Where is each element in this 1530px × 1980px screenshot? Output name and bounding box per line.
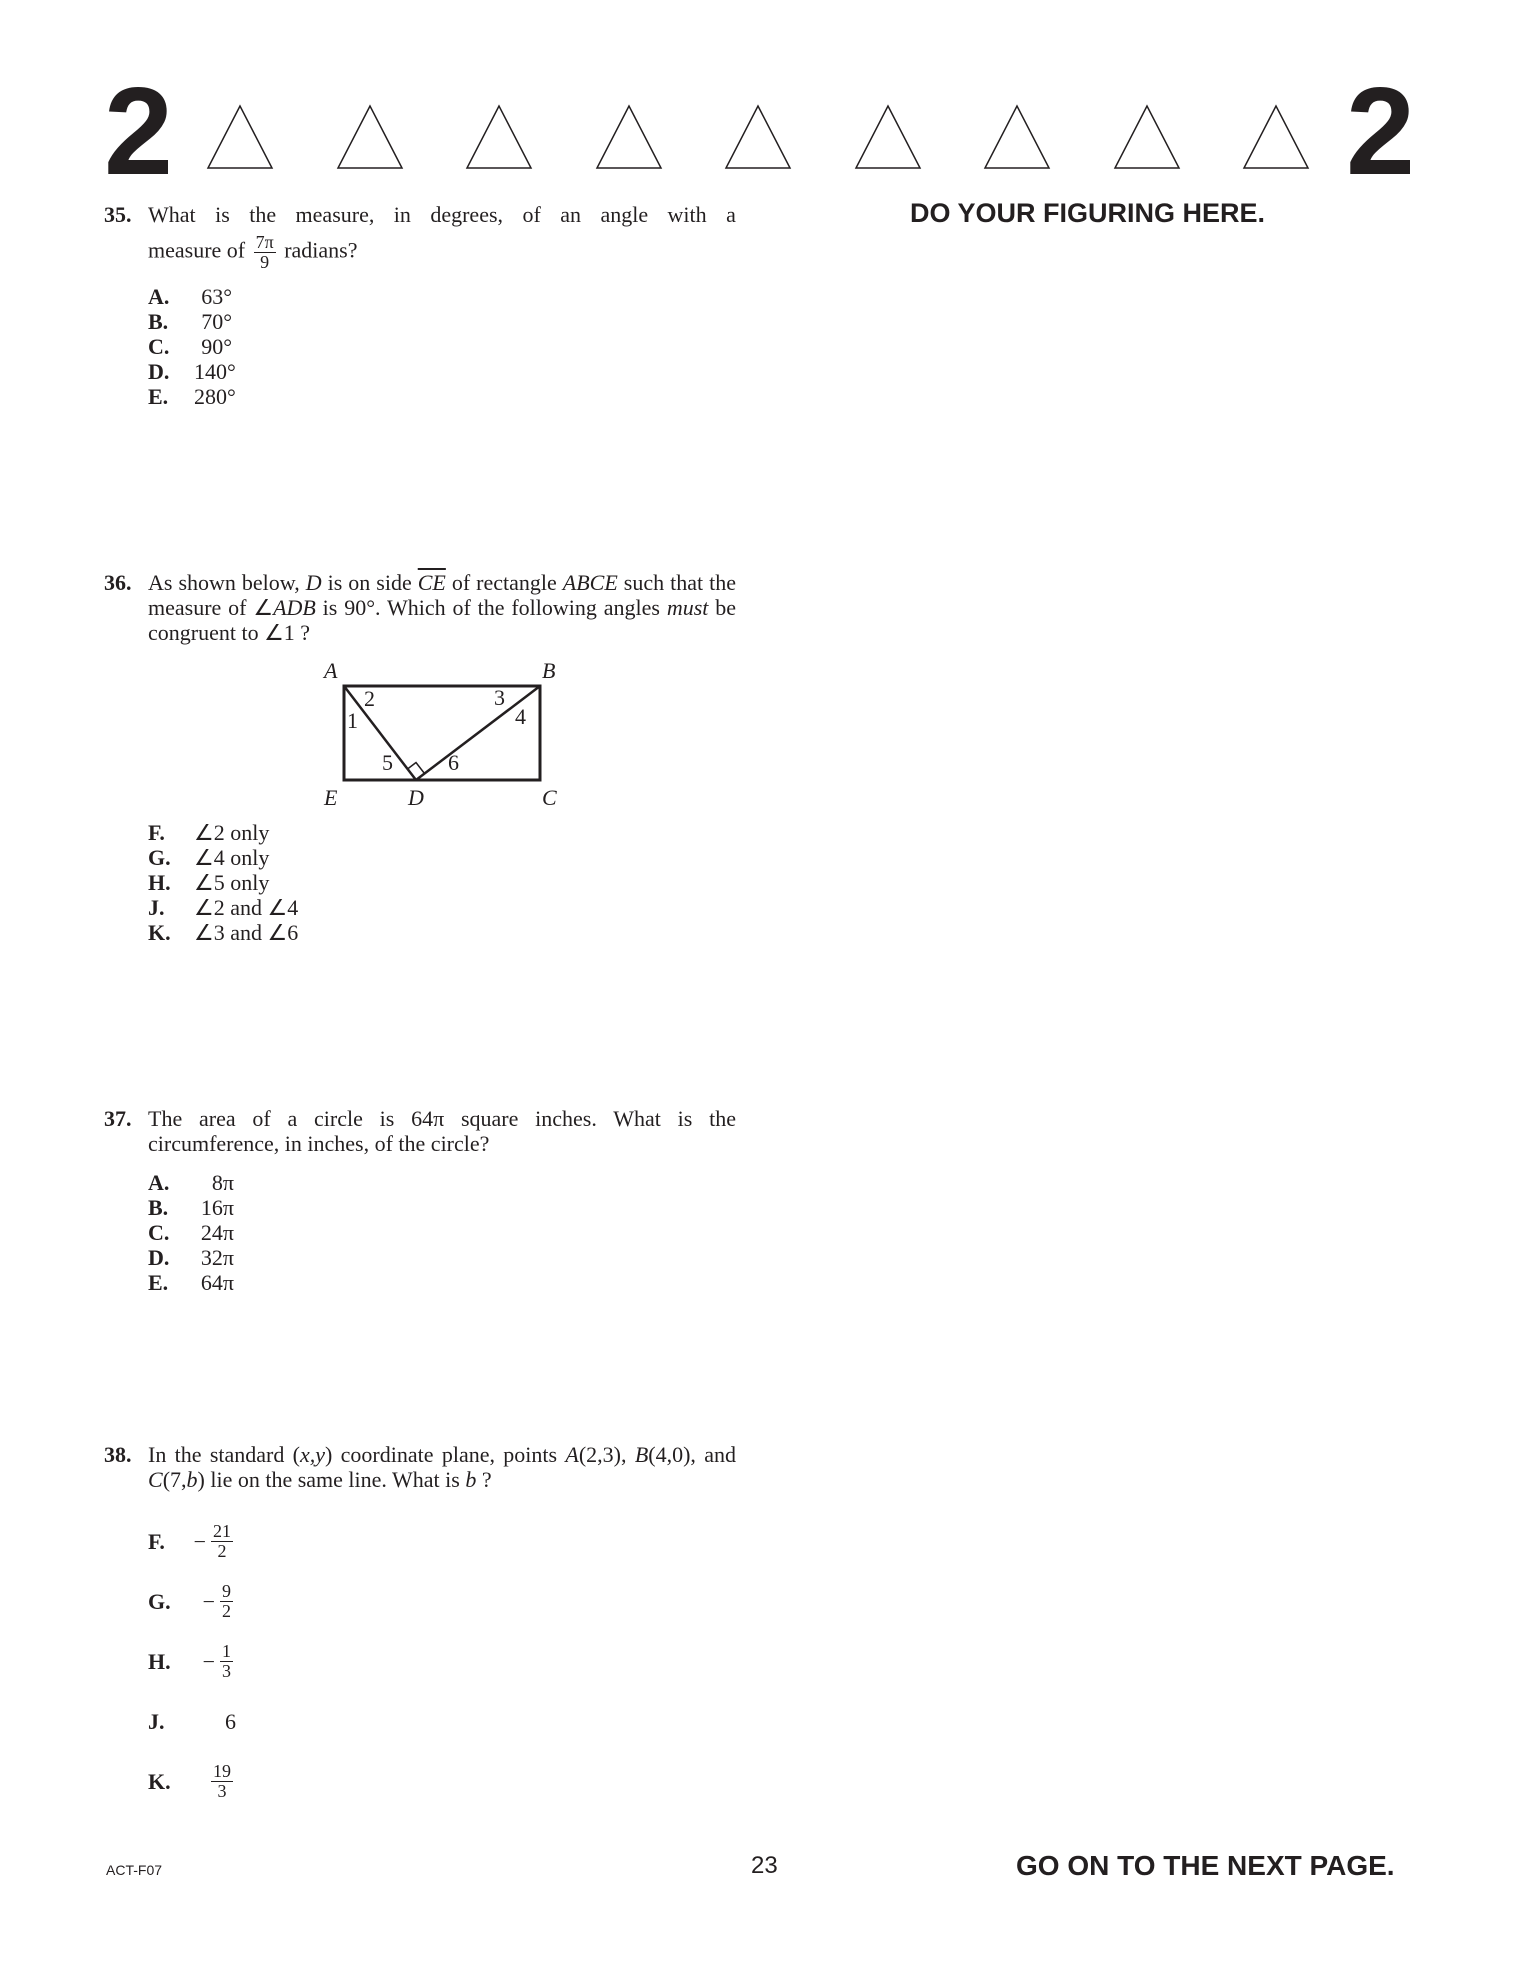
stem-word: is	[215, 202, 230, 227]
triangle-outline-icon	[1244, 106, 1308, 168]
fraction-denominator: 3	[217, 1780, 227, 1801]
answer-choice-b[interactable]	[148, 1195, 736, 1220]
vertex-label-d: D	[408, 785, 424, 810]
stem-text: ?	[476, 1467, 492, 1492]
stem-word: degrees,	[430, 202, 504, 227]
answer-choice-c[interactable]	[148, 1220, 736, 1245]
stem-word: of	[522, 202, 541, 227]
question-stem: The area of a circle is 64π square inches. What is the circumference, in inches, of the circle?	[148, 1106, 736, 1156]
choice-letter: D.	[148, 359, 170, 384]
stem-text: (2,3),	[578, 1442, 635, 1467]
fraction	[220, 1642, 233, 1681]
stem-text: (7,	[162, 1467, 187, 1492]
choice-letter: J.	[148, 1708, 165, 1734]
stem-word: a	[726, 202, 736, 227]
stem-text: measure of	[148, 237, 246, 263]
choice-value: ∠3 and ∠6	[194, 920, 299, 945]
answer-choices	[148, 820, 736, 945]
minus-sign: −	[193, 1528, 206, 1554]
stem-word: an	[560, 202, 581, 227]
choice-letter: A.	[148, 284, 170, 309]
triangle-row	[0, 104, 1530, 174]
fraction	[254, 233, 276, 272]
stem-text: ) lie on the same line. What is	[197, 1467, 466, 1492]
triangle-outline-icon	[726, 106, 790, 168]
answer-choice-d[interactable]	[148, 359, 736, 384]
choice-value: 70°	[201, 309, 232, 334]
stem-var: b	[186, 1467, 198, 1492]
stem-var: D	[305, 570, 322, 595]
choice-letter: B.	[148, 309, 169, 334]
triangle-outline-icon	[208, 106, 272, 168]
choice-value: 64π	[200, 1270, 234, 1295]
choice-letter: G.	[148, 1588, 171, 1614]
choice-value	[194, 1642, 236, 1681]
question-36-choices	[104, 820, 736, 945]
stem-text: In the standard (	[148, 1442, 300, 1467]
answer-choice-f[interactable]	[148, 820, 736, 845]
stem-emphasis: must	[666, 595, 709, 620]
angle-label-1: 1	[347, 708, 358, 733]
angle-label-4: 4	[515, 704, 526, 729]
stem-var: A	[565, 1442, 579, 1467]
choice-value: 32π	[200, 1245, 234, 1270]
stem-line-1	[148, 202, 736, 227]
choice-value: 63°	[201, 284, 232, 309]
minus-sign: −	[202, 1588, 215, 1614]
triangle-outline-icon	[1115, 106, 1179, 168]
answer-choice-f[interactable]	[148, 1516, 736, 1566]
choice-letter: E.	[148, 384, 169, 409]
question-stem	[148, 202, 736, 272]
choice-value: 16π	[200, 1195, 234, 1220]
stem-word: with	[667, 202, 707, 227]
stem-word: measure,	[295, 202, 375, 227]
choice-value: ∠4 only	[194, 845, 270, 870]
choice-value	[194, 1762, 236, 1801]
vertex-label-e: E	[324, 785, 338, 810]
triangle-outline-icon	[338, 106, 402, 168]
fraction-numerator: 1	[222, 1640, 231, 1661]
choice-value: 6	[225, 1708, 236, 1734]
segment-ce: $\overline{CE}$	[417, 570, 446, 595]
choice-value: 8π	[211, 1170, 234, 1195]
stem-var: C	[148, 1467, 163, 1492]
minus-sign: −	[202, 1648, 215, 1674]
answer-choice-a[interactable]	[148, 1170, 736, 1195]
page-number: 23	[751, 1852, 778, 1879]
stem-text: radians?	[284, 237, 358, 263]
choice-letter: F.	[148, 820, 165, 845]
fraction	[211, 1762, 233, 1801]
stem-line-2	[148, 233, 736, 272]
choice-value: 280°	[194, 384, 236, 409]
angle-label-5: 5	[382, 750, 393, 775]
answer-choice-b[interactable]	[148, 309, 736, 334]
choice-letter: G.	[148, 845, 171, 870]
next-page-label: GO ON TO THE NEXT PAGE.	[1016, 1850, 1395, 1881]
fraction-numerator: 9	[222, 1580, 231, 1601]
choice-value: ∠5 only	[194, 870, 270, 895]
question-number: 36.	[104, 570, 132, 595]
angle-label-3: 3	[494, 685, 505, 710]
section-number-right: 2	[1346, 63, 1413, 201]
triangle-outline-icon	[856, 106, 920, 168]
answer-choices	[148, 1516, 736, 1806]
choice-letter: H.	[148, 1648, 171, 1674]
fraction-numerator: 7π	[255, 232, 274, 252]
question-number: 35.	[104, 202, 132, 227]
answer-choice-h[interactable]	[148, 870, 736, 895]
rectangle-diagram	[310, 652, 580, 822]
section-number-left: 2	[104, 63, 171, 201]
answer-choices	[148, 1170, 736, 1295]
choice-letter: K.	[148, 1768, 171, 1794]
question-stem	[148, 570, 736, 645]
fraction-denominator: 2	[222, 1600, 231, 1621]
angle-label-6: 6	[448, 750, 459, 775]
segment-bd	[416, 686, 540, 780]
stem-var: x,y	[300, 1442, 326, 1467]
answer-choice-a[interactable]	[148, 284, 736, 309]
answer-choice-g[interactable]	[148, 1576, 736, 1626]
stem-word: the	[249, 202, 277, 227]
choice-letter: H.	[148, 870, 171, 895]
question-number: 37.	[104, 1106, 132, 1131]
fraction	[220, 1582, 233, 1621]
choice-value: 24π	[200, 1220, 234, 1245]
stem-word: angle	[600, 202, 649, 227]
stem-text: be congruent to ∠1 ?	[148, 595, 737, 645]
choice-value: 90°	[201, 334, 232, 359]
triangle-outline-icon	[467, 106, 531, 168]
figuring-label: DO YOUR FIGURING HERE.	[910, 198, 1266, 228]
choice-value: ∠2 only	[194, 820, 270, 845]
stem-var: B	[634, 1442, 649, 1467]
answer-choice-j[interactable]	[148, 1696, 736, 1746]
answer-choice-j[interactable]	[148, 895, 736, 920]
stem-text: ) coordinate plane, points	[325, 1442, 566, 1467]
angle-label-2: 2	[364, 686, 375, 711]
answer-choice-h[interactable]	[148, 1636, 736, 1686]
stem-word: What	[148, 202, 196, 227]
stem-text: is 90°. Which of the following angles	[315, 595, 667, 620]
answer-choices	[148, 284, 736, 409]
vertex-label-c: C	[542, 785, 557, 810]
stem-text: of rectangle	[445, 570, 563, 595]
answer-choice-e[interactable]	[148, 384, 736, 409]
choice-letter: K.	[148, 920, 171, 945]
stem-text: such that the measure of ∠	[148, 570, 736, 620]
question-stem	[148, 1442, 736, 1492]
fraction-denominator: 3	[222, 1660, 231, 1681]
triangle-outline-icon	[597, 106, 661, 168]
fraction	[211, 1522, 233, 1561]
fraction-numerator: 19	[213, 1760, 231, 1781]
form-code: ACT-F07	[106, 1862, 163, 1878]
choice-letter: C.	[148, 1220, 170, 1245]
vertex-label-b: B	[542, 658, 556, 683]
choice-value: ∠2 and ∠4	[194, 895, 299, 920]
choice-value	[194, 1582, 236, 1621]
stem-text: (4,0), and	[648, 1442, 736, 1467]
answer-choice-c[interactable]	[148, 334, 736, 359]
choice-value: 140°	[194, 359, 236, 384]
stem-word: in	[393, 202, 411, 227]
triangle-outline-icon	[985, 106, 1049, 168]
question-37	[104, 1106, 736, 1295]
fraction-denominator: 2	[217, 1540, 227, 1561]
stem-text: is on side	[321, 570, 418, 595]
segment-ad	[344, 686, 416, 780]
answer-choice-k[interactable]	[148, 920, 736, 945]
choice-letter: C.	[148, 334, 170, 359]
answer-choice-k[interactable]	[148, 1756, 736, 1806]
choice-letter: F.	[148, 1528, 165, 1554]
choice-letter: B.	[148, 1195, 169, 1220]
choice-letter: A.	[148, 1170, 170, 1195]
fraction-denominator: 9	[260, 252, 270, 272]
answer-choice-d[interactable]	[148, 1245, 736, 1270]
choice-value	[194, 1522, 236, 1561]
answer-choice-e[interactable]	[148, 1270, 736, 1295]
choice-letter: J.	[148, 895, 165, 920]
question-35	[104, 202, 736, 409]
stem-var: b	[465, 1467, 477, 1492]
stem-text: As shown below,	[148, 570, 306, 595]
choice-letter: D.	[148, 1245, 170, 1270]
stem-var: ADB	[273, 595, 316, 620]
question-number: 38.	[104, 1442, 132, 1467]
answer-choice-g[interactable]	[148, 845, 736, 870]
vertex-label-a: A	[324, 658, 338, 683]
question-36	[104, 570, 736, 645]
question-38	[104, 1442, 736, 1816]
choice-letter: E.	[148, 1270, 169, 1295]
fraction-numerator: 21	[213, 1520, 231, 1541]
stem-var: ABCE	[562, 570, 618, 595]
